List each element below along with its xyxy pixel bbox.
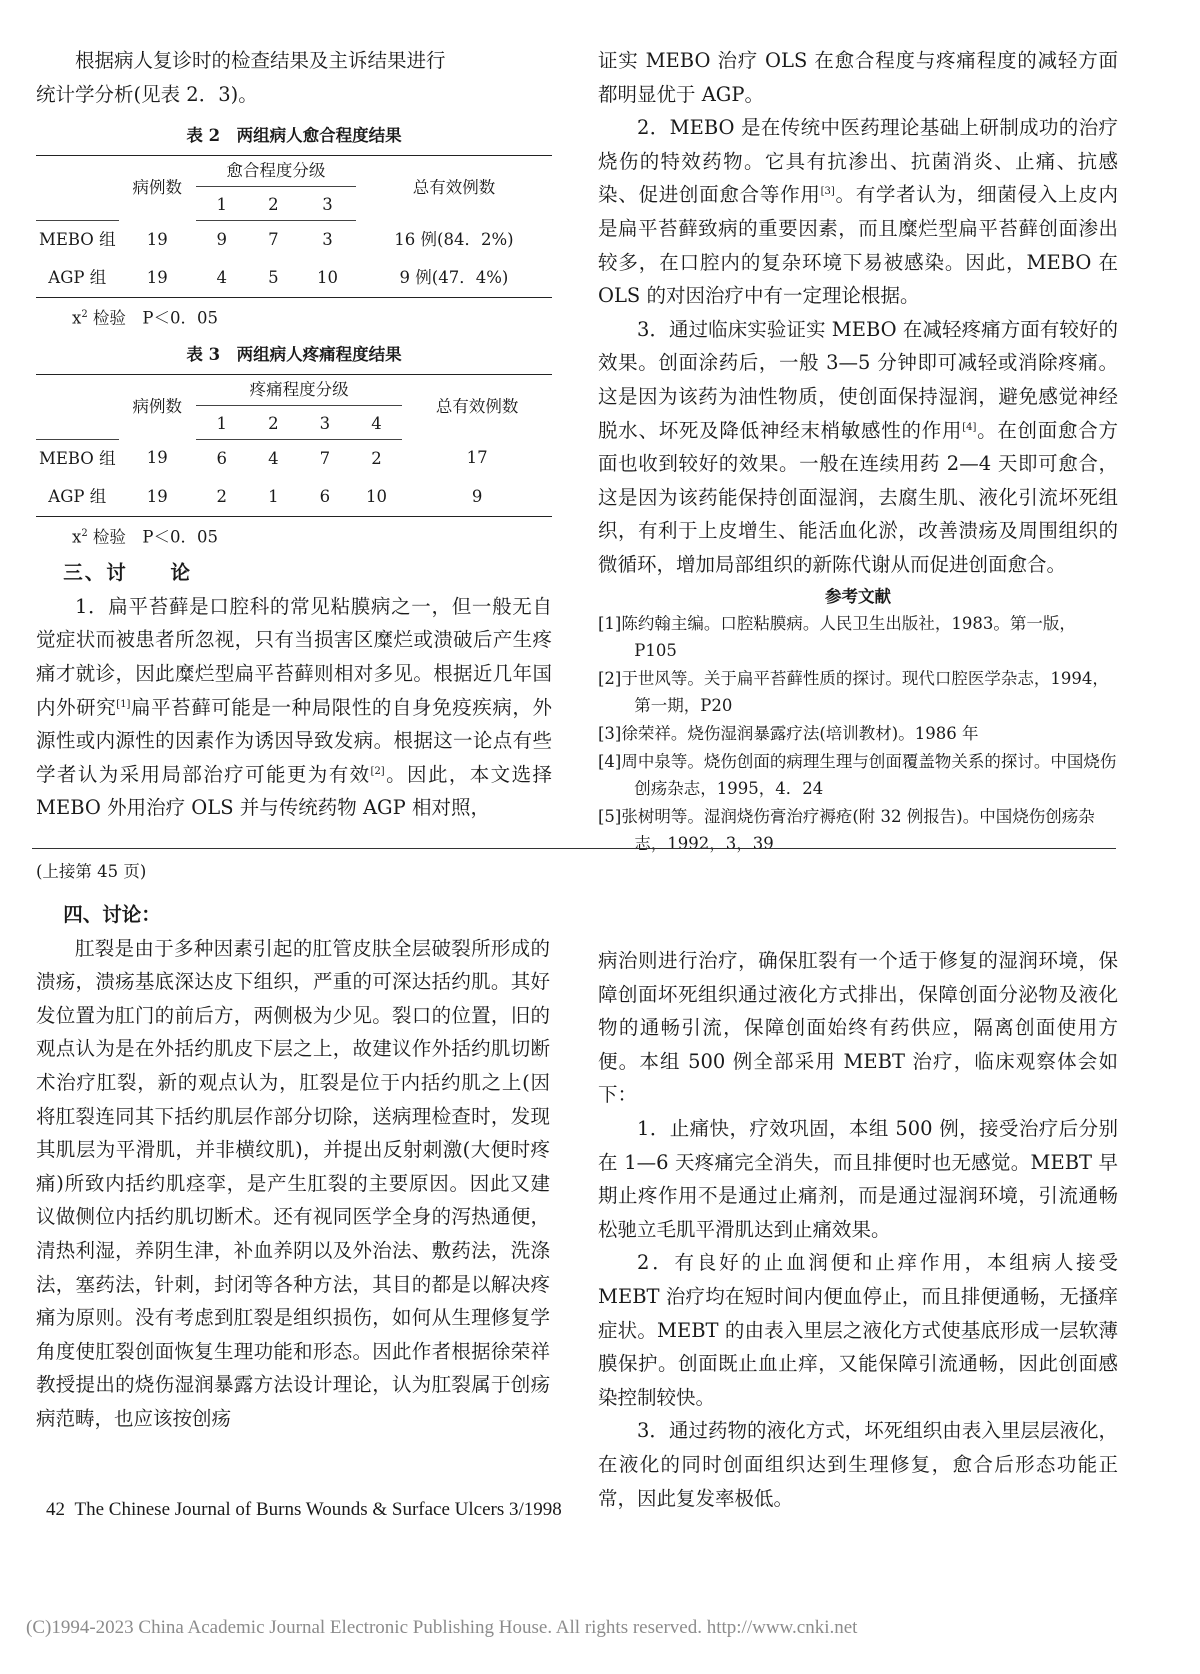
continued-from-note: (上接第 45 页)	[36, 862, 147, 881]
table-2-grade: 1	[196, 187, 248, 221]
observation-item-1: 1．止痛快，疗效巩固，本组 500 例，接受治疗后分别在 1—6 天疼痛完全消失，而且排便时也无感觉。MEBT 早期止疼作用不是通过止痛剂，而是通过湿润环境，引流通畅松驰立毛肌平滑肌达到止痛效果。	[598, 1116, 1118, 1241]
reference-item: [4]周中泉等。烧伤创面的病理生理与创面覆盖物关系的探讨。中国烧伤创疡杂志，1995，4．24	[598, 751, 1117, 798]
table-cell: AGP 组	[36, 259, 119, 298]
table-cell: 9	[402, 478, 552, 517]
reference-item: [3]徐荣祥。烧伤湿润暴露疗法(培训教材)。1986 年	[598, 723, 979, 743]
table-cell: 1	[248, 478, 300, 517]
table-3-col-cases: 病例数	[119, 374, 196, 439]
article-top-left-column	[36, 44, 552, 825]
table-row	[36, 221, 552, 260]
table-2-chi-square-note: $x^2$ 检验 P＜0．05	[72, 308, 219, 328]
table-2-grade: 2	[248, 187, 300, 221]
journal-name: The Chinese Journal of Burns Wounds & Surface Ulcers 3/1998	[74, 1499, 562, 1520]
table-cell: 10	[351, 478, 403, 517]
table-cell: 19	[119, 259, 196, 298]
table-cell: 3	[322, 230, 333, 250]
table-cell: MEBO 组	[38, 448, 116, 468]
discussion-paragraph-2: 2．MEBO 是在传统中医药理论基础上研制成功的治疗烧伤的特效药物。它具有抗渗出、抗菌消炎、止痛、抗感染、促进创面愈合等作用[3]。有学者认为，细菌侵入上皮内是扁平苔藓致病的重要因素，而且糜烂型扁平苔藓创面渗出较多，在口腔内的复杂环境下易被感染。因此，MEBO 在 OLS 的对因治疗中有一定理论根据。	[598, 116, 1118, 308]
table-3-grade: 3	[299, 405, 351, 439]
reference-list	[598, 610, 1118, 857]
table-cell: 6	[299, 478, 351, 517]
table-cell: 19	[146, 229, 168, 249]
table-cell: 2	[371, 448, 382, 468]
article-top-right-column	[598, 44, 1118, 858]
table-cell: 7	[268, 230, 279, 250]
table-3-col-group: 疼痛程度分级	[196, 374, 402, 405]
article-bottom-left-column	[36, 898, 550, 1436]
citation: [2]	[370, 765, 385, 777]
table-cell: 19	[146, 448, 168, 468]
observation-item-2: 2．有良好的止血润便和止痒作用，本组病人接受 MEBT 治疗均在短时间内便血停止，而且排便通畅，无搔痒症状。MEBT 的由表入里层之液化方式使基底形成一层软薄膜保护。创面既止血止痒，又能保障引流通畅，因此创面感染控制较快。	[598, 1251, 1118, 1409]
table-3-grade: 4	[351, 405, 403, 439]
table-row	[36, 478, 552, 517]
page-number: 42	[46, 1499, 65, 1520]
intro-line-1: 根据病人复诊时的检查结果及主诉结果进行	[75, 49, 446, 72]
citation: [3]	[820, 186, 835, 198]
table-cell: 17	[466, 448, 488, 468]
citation: [4]	[962, 421, 977, 433]
article-bottom-right-column	[598, 944, 1118, 1515]
citation: [1]	[116, 698, 131, 710]
page-footer	[46, 1496, 562, 1524]
fissure-paragraph-cont: 病治则进行治疗，确保肛裂有一个适于修复的湿润环境，保障创面坏死组织通过液化方式排出，保障创面分泌物及液化物的通畅引流，保障创面始终有药供应，隔离创面使用方便。本组 500 例全部采用 MEBT 治疗，临床观察体会如下：	[598, 949, 1118, 1107]
table-cell: AGP 组	[36, 478, 119, 517]
table-3-chi-square-note: $x^2$ 检验 P＜0．05	[72, 527, 219, 547]
table-2-corner	[36, 156, 119, 187]
table-3-grade: 2	[248, 405, 300, 439]
table-cell: MEBO 组	[38, 230, 116, 250]
table-cell: 16 例(84．2%)	[394, 229, 514, 249]
table-row	[36, 439, 552, 478]
table-3-col-total: 总有效例数	[402, 374, 552, 439]
section-heading-discussion-4: 四、讨论：	[63, 903, 161, 926]
table-cell: 4	[196, 259, 248, 298]
table-cell: 7	[319, 448, 331, 468]
table-2-col-cases: 病例数	[119, 156, 196, 221]
section-divider	[32, 848, 1116, 849]
table-3-caption: 表 3 两组病人疼痛程度结果	[186, 344, 402, 364]
references-title: 参考文献	[825, 586, 891, 606]
table-2-grade: 3	[299, 187, 356, 221]
table-cell: 2	[196, 478, 248, 517]
table-cell: 5	[248, 259, 300, 298]
table-2-healing	[36, 155, 552, 298]
copyright-notice: (C)1994-2023 China Academic Journal Electronic Publishing House. All rights reserved. http://www.cnki.net	[26, 1617, 858, 1638]
reference-item: [5]张树明等。湿润烧伤膏治疗褥疮(附 32 例报告)。中国烧伤创疡杂志，1992，3，39	[598, 806, 1095, 853]
table-cell: 4	[268, 448, 279, 468]
discussion-paragraph-3: 3．通过临床实验证实 MEBO 在减轻疼痛方面有较好的效果。创面涂药后，一般 3—5 分钟即可减轻或消除疼痛。这是因为该药为油性物质，使创面保持湿润，避免感觉神经脱水、坏死及降低神经末梢敏感性的作用[4]。在创面愈合方面也收到较好的效果。一般在连续用药 2—4 天即可愈合，这是因为该药能保持创面湿润，去腐生肌、液化引流坏死组织，有利于上皮增生、能活血化淤，改善溃疡及周围组织的微循环，增加局部组织的新陈代谢从而促进创面愈合。	[598, 317, 1118, 576]
fissure-paragraph: 肛裂是由于多种因素引起的肛管皮肤全层破裂所形成的溃疡，溃疡基底深达皮下组织，严重的可深达括约肌。其好发位置为肛门的前后方，两侧极为少见。裂口的位置，旧的观点认为是在外括约肌皮下层之上，故建议作外括约肌切断术治疗肛裂，新的观点认为，肛裂是位于内括约肌之上(因将肛裂连同其下括约肌层作部分切除，送病理检查时，发现其肌层为平滑肌，并非横纹肌)，并提出反射刺激(大便时疼痛)所致内括约肌痉挛，是产生肛裂的主要原因。因此又建议做侧位内括约肌切断术。还有视同医学全身的泻热通便，清热利湿，养阴生津，补血养阴以及外治法、敷药法，洗涤法，塞药法，针刺，封闭等各种方法，其目的都是以解决疼痛为原则。没有考虑到肛裂是组织损伤，如何从生理修复学角度使肛裂创面恢复生理功能和形态。因此作者根据徐荣祥教授提出的烧伤湿润暴露方法设计理论，认为肛裂属于创疡病范畴，也应该按创疡	[36, 936, 550, 1430]
section-heading-discussion: 三、讨 论	[63, 561, 192, 585]
table-3-corner	[36, 374, 119, 405]
reference-item: [1]陈约翰主编。口腔粘膜病。人民卫生出版社，1983。第一版，P105	[598, 613, 1076, 660]
discussion-paragraph-1-cont: 证实 MEBO 治疗 OLS 在愈合程度与疼痛程度的减轻方面都明显优于 AGP。	[598, 49, 1118, 106]
table-cell: 19	[119, 478, 196, 517]
observation-item-3: 3．通过药物的液化方式，坏死组织由表入里层层液化，在液化的同时创面组织达到生理修复，愈合后形态功能正常，因此复发率极低。	[598, 1419, 1118, 1510]
table-cell: 9 例(47．4%)	[356, 259, 552, 298]
table-3-grade: 1	[196, 405, 248, 439]
table-cell: 9	[216, 230, 227, 250]
intro-line-2: 统计学分析(见表 2．3)。	[36, 82, 258, 106]
table-2-caption: 表 2 两组病人愈合程度结果	[186, 126, 402, 146]
discussion-paragraph-1: 1．扁平苔藓是口腔科的常见粘膜病之一，但一般无自觉症状而被患者所忽视，只有当损害区糜烂或溃破后产生疼痛才就诊，因此糜烂型扁平苔藓则相对多见。根据近几年国内外研究[1]扁平苔藓可能是一种局限性的自身免疫疾病，外源性或内源性的因素作为诱因导致发病。根据这一论点有些学者认为采用局部治疗可能更为有效[2]。因此，本文选择 MEBO 外用治疗 OLS 并与传统药物 AGP 相对照，	[36, 594, 552, 820]
table-cell: 10	[299, 259, 356, 298]
table-2-col-total: 总有效例数	[356, 156, 552, 221]
table-row	[36, 259, 552, 298]
table-2-col-group: 愈合程度分级	[196, 156, 356, 187]
reference-item: [2]于世风等。关于扁平苔藓性质的探讨。现代口腔医学杂志，1994，第一期，P20	[598, 668, 1109, 715]
table-cell: 6	[216, 448, 227, 468]
table-3-pain	[36, 374, 552, 517]
